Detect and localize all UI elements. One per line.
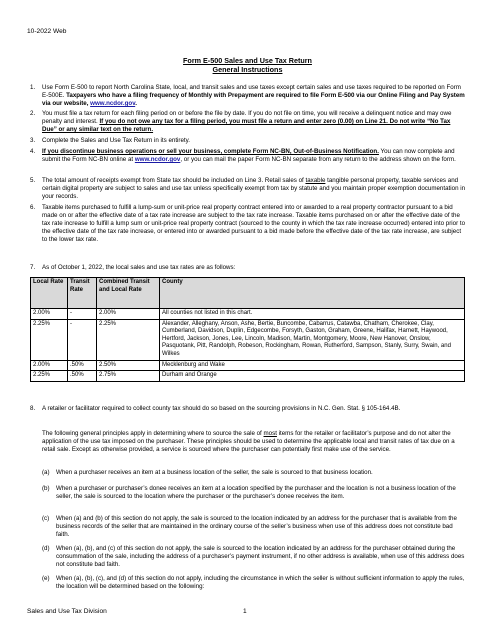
column-header: Local Rate [31, 278, 68, 309]
sourcing-principles-paragraph [42, 430, 465, 454]
table-cell: 2.25% [97, 319, 160, 360]
rule-text: When a purchaser receives an item at a business location of the seller, the sale is sourced to that business location. [56, 469, 373, 476]
table-cell: - [68, 309, 97, 320]
instruction-1 [30, 84, 466, 108]
table-cell: .50% [68, 371, 97, 382]
rule-label: (c) [42, 515, 50, 522]
table-cell: 2.00% [31, 309, 68, 320]
paragraph-text: items for the retailer or facilitator’s purpose and do not alter the application of the use tax imposed on the purchaser. These principles should be used to determine the applicable local and transit rates of tax due on a retail sale. Except as otherwise provided, a service is sourced where the purchaser can potentially first make use of the service. [42, 430, 455, 454]
underlined-word: most [263, 430, 277, 437]
item-number: 3. [30, 137, 36, 144]
document-subtitle: General Instructions [212, 65, 283, 74]
item-number: 7. [30, 264, 36, 271]
page-number: 1 [243, 608, 247, 615]
item-number: 6. [30, 204, 36, 211]
table-cell: 2.75% [97, 371, 160, 382]
instruction-text: , or you can mail the paper Form NC-BN separate from any return to the address shown on the form. [180, 156, 456, 164]
table-row [31, 309, 465, 320]
item-number: 4. [30, 148, 36, 155]
table-header-row [31, 278, 465, 309]
document-title: Form E-500 Sales and Use Tax Return [183, 56, 312, 65]
table-cell: Durham and Orange [160, 371, 465, 382]
column-header: Transit Rate [68, 278, 97, 309]
column-header: County [160, 278, 465, 309]
instruction-7 [30, 264, 466, 272]
rule-text: When (a) and (b) of this section do not apply, the sale is sourced to the location indicated by an address for the purchaser that is available from the business records of the seller that are maintained in the ordinary course of the seller’s business when use of this address does not constitute bad faith. [56, 515, 457, 539]
punctuation: . [135, 100, 137, 108]
instruction-2 [30, 110, 466, 134]
instruction-text: A retailer or facilitator required to collect county tax should do so based on the sourcing provisions in N.C. Gen. Stat. § 105-164.4B. [42, 405, 401, 412]
item-number: 5. [30, 177, 36, 184]
instruction-text: You must file a tax return for each filing period on or before the file by date. If you do not file on time, you will receive a delinquent notice and may owe penalty and interest. [42, 110, 452, 126]
table-cell: Alexander, Alleghany, Anson, Ashe, Bertie, Buncombe, Cabarrus, Catawba, Chatham, Cherokee, Clay, Cumberland, Davidson, Duplin, Edgecombe, Forsyth, Gaston, Graham, Greene, Halifax, Harnett, Haywood, Hertford, Jackson, Jones, Lee, Lincoln, Madison, Martin, Montgomery, Moore, New Hanover, Onslow, Pasquotank, Pitt, Randolph, Robeson, Rockingham, Rowan, Rutherford, Sampson, Stanly, Surry, Swain, and Wilkes [160, 319, 465, 360]
instruction-5 [30, 177, 466, 201]
table-cell: 2.00% [97, 309, 160, 320]
table-cell: 2.00% [31, 360, 68, 371]
instruction-3 [30, 137, 466, 145]
instruction-text: The total amount of receipts exempt from State tax should be included on Line 3. Retail sales of [42, 177, 306, 184]
table-cell: 2.25% [31, 371, 68, 382]
instruction-text: Use Form E-500 to report North Carolina State, local, and transit sales and use taxes except certain sales and use taxes required to be reported on Form E-500E. [42, 84, 461, 100]
form-version: 10-2022 Web [27, 28, 67, 35]
rule-label: (a) [42, 469, 50, 476]
table-row [31, 371, 465, 382]
table-cell: Mecklenburg and Wake [160, 360, 465, 371]
instruction-bold-text: If you do not owe any tax for a filing period, you must file a return and enter zero (0.00) on Line 21. Do not write “No Tax Due” or any similar text on the return. [42, 118, 451, 134]
sourcing-rule-a [42, 469, 465, 477]
table-row [31, 319, 465, 360]
instruction-text: tangible personal property, taxable services and certain digital property are subject to sales and use tax unless specifically exempt from tax by statute and you maintain proper exemption documentation in your records. [42, 177, 466, 201]
rule-label: (b) [42, 485, 50, 492]
instruction-text: As of October 1, 2022, the local sales and use tax rates are as follows: [42, 264, 236, 271]
table-cell: All counties not listed in this chart. [160, 309, 465, 320]
item-number: 8. [30, 405, 36, 412]
table-cell: - [68, 319, 97, 360]
instruction-4 [30, 148, 466, 164]
table-cell: 2.50% [97, 360, 160, 371]
rule-text: When a purchaser or purchaser’s donee receives an item at a location specified by the purchaser and the location is not a business location of the seller, the sale is sourced to the location where the purchaser or the purchaser’s donee receives the item. [56, 485, 456, 501]
sourcing-rule-b [42, 485, 465, 501]
instruction-8 [30, 405, 466, 413]
rule-label: (e) [42, 575, 50, 582]
sourcing-rule-e [42, 575, 465, 591]
table-cell: 2.25% [31, 319, 68, 360]
sourcing-rule-c [42, 515, 465, 539]
column-header: Combined Transit and Local Rate [97, 278, 160, 309]
item-number: 1. [30, 84, 36, 91]
instruction-6 [30, 204, 466, 244]
rule-label: (d) [42, 545, 50, 552]
sourcing-rule-d [42, 545, 465, 569]
table-row [31, 360, 465, 371]
item-number: 2. [30, 110, 36, 117]
ncdor-link[interactable]: www.ncdor.gov [134, 156, 181, 164]
rule-text: When (a), (b), and (c) of this section do not apply, the sale is sourced to the location indicated by an address for the purchaser obtained during the consummation of the sale, including the address of a purchaser’s payment instrument, if no other address is available, when use of this address does not constitute bad faith. [56, 545, 465, 569]
rule-text: When (a), (b), (c), and (d) of this section do not apply, including the circumstance in which the seller is without sufficient information to apply the rules, the location will be determined based on the following: [56, 575, 465, 591]
footer-division: Sales and Use Tax Division [27, 608, 107, 615]
instruction-bold-text: If you discontinue business operations or sell your business, complete Form NC-BN, Out-of-Business Notification. [42, 148, 379, 155]
instruction-text: You can now complete and submit the Form NC-BN online at [42, 148, 455, 164]
paragraph-text: The following general principles apply in determining where to source the sale of [42, 430, 264, 437]
underlined-word: taxable [305, 177, 326, 184]
instruction-text: Complete the Sales and Use Tax Return in its entirety. [42, 137, 190, 144]
table-cell: .50% [68, 360, 97, 371]
tax-rate-table [30, 277, 465, 382]
instruction-text: Taxable items purchased to fulfill a lump-sum or unit-price real property contract entered into or awarded to a real property contractor pursuant to a bid made on or after the effective date of a tax rate increase are subject to the tax rate increase. Taxable items purchased on or after the effective date of the tax rate increase to fulfill a lump sum or unit-price real property contract (sourced to the county in which the tax rate increase occurred) entered into prior to the effective date of the tax rate increase, or entered into or awarded pursuant to a bid made before the effective date of the tax rate increase, are subject to the lower tax rate. [42, 204, 466, 244]
ncdor-link[interactable]: www.ncdor.gov [90, 100, 136, 108]
instruction-bold-text: Taxpayers who have a filing frequency of Monthly with Prepayment are required to file Form E-500 via our Online Filing and Pay System via our website, [42, 92, 465, 108]
